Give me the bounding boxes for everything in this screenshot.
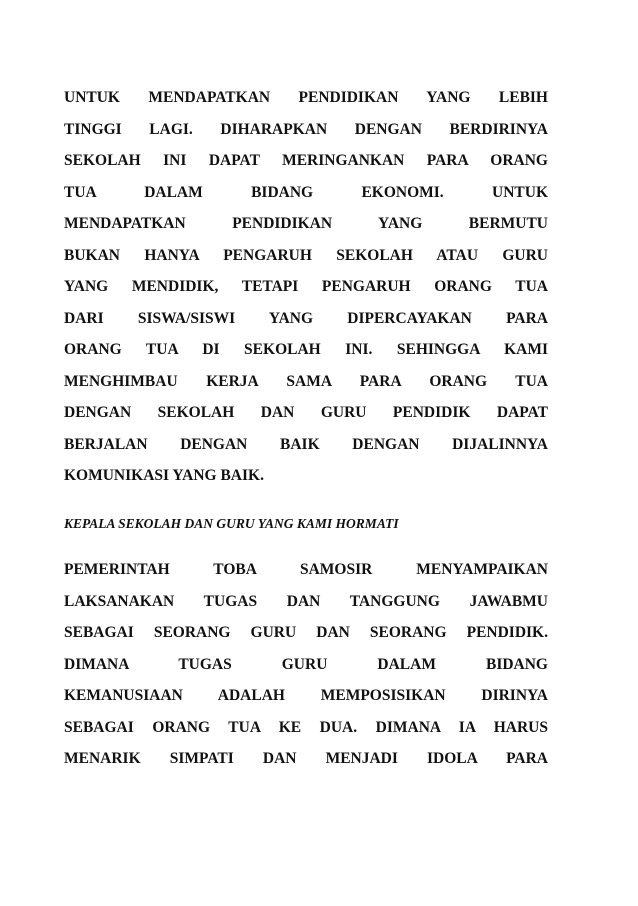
text-line: MENARIK SIMPATI DAN MENJADI IDOLA PARA xyxy=(64,750,548,767)
text-line: ORANG TUA DI SEKOLAH INI. SEHINGGA KAMI xyxy=(64,341,548,358)
text-line: LAKSANAKAN TUGAS DAN TANGGUNG JAWABMU xyxy=(64,592,548,610)
text-line: YANG MENDIDIK, TETAPI PENGARUH ORANG TUA xyxy=(64,278,548,295)
text-line: MENGHIMBAU KERJA SAMA PARA ORANG TUA xyxy=(64,372,548,390)
text-line: KOMUNIKASI YANG BAIK. xyxy=(64,467,264,484)
text-line: KEMANUSIAAN ADALAH MEMPOSISIKAN DIRINYA xyxy=(64,687,548,704)
section-heading: KEPALA SEKOLAH DAN GURU YANG KAMI HORMATI xyxy=(64,516,399,531)
paragraph-1 xyxy=(64,88,548,498)
text-line: BERJALAN DENGAN BAIK DENGAN DIJALINNYA xyxy=(64,435,548,453)
text-line: TUA DALAM BIDANG EKONOMI. UNTUK xyxy=(64,183,548,201)
text-line: SEBAGAI ORANG TUA KE DUA. DIMANA IA HARUS xyxy=(64,718,548,736)
text-line: DARI SISWA/SISWI YANG DIPERCAYAKAN PARA xyxy=(64,309,548,327)
text-line: TINGGI LAGI. DIHARAPKAN DENGAN BERDIRINYA xyxy=(64,120,548,138)
text-line: BUKAN HANYA PENGARUH SEKOLAH ATAU GURU xyxy=(64,246,548,264)
text-line: DENGAN SEKOLAH DAN GURU PENDIDIK DAPAT xyxy=(64,404,548,421)
text-line: DIMANA TUGAS GURU DALAM BIDANG xyxy=(64,655,548,673)
text-line: PEMERINTAH TOBA SAMOSIR MENYAMPAIKAN xyxy=(64,561,548,578)
paragraph-2 xyxy=(64,560,548,781)
text-line: SEBAGAI SEORANG GURU DAN SEORANG PENDIDIK. xyxy=(64,624,548,641)
text-line: SEKOLAH INI DAPAT MERINGANKAN PARA ORANG xyxy=(64,152,548,169)
text-line: UNTUK MENDAPATKAN PENDIDIKAN YANG LEBIH xyxy=(64,89,548,106)
text-line: MENDAPATKAN PENDIDIKAN YANG BERMUTU xyxy=(64,215,548,232)
